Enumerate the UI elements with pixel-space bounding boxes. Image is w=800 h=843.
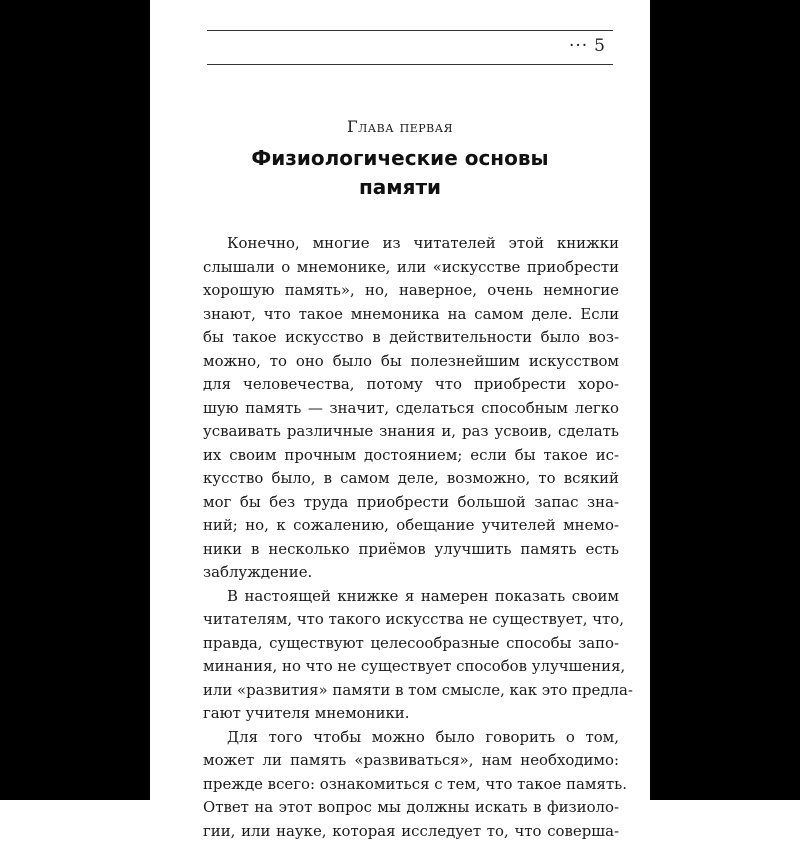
header-rule-top [207, 30, 613, 31]
text-line: хорошую память», но, наверное, очень немногие [203, 279, 619, 303]
page-number [569, 36, 605, 56]
chapter-label: Глава первая [150, 117, 650, 136]
text-line: Для того чтобы можно было говорить о том, [203, 726, 619, 750]
header-rule-bottom [207, 64, 613, 65]
text-line: для человечества, потому что приобрести хоро- [203, 373, 619, 397]
text-line: ники в несколько приёмов улучшить память есть [203, 538, 619, 562]
text-line: гают учителя мнемоники. [203, 702, 619, 726]
text-line: бы такое искусство в действительности было воз- [203, 326, 619, 350]
text-line: усваивать различные знания и, раз усвоив, сделать [203, 420, 619, 444]
text-line: прежде всего: ознакомиться с тем, что такое память. [203, 773, 619, 797]
body-text [203, 232, 619, 843]
scan-border-right [650, 0, 800, 800]
text-line: гии, или науке, которая исследует то, что соверша- [203, 820, 619, 843]
text-line: заблуждение. [203, 561, 619, 585]
text-line: правда, существуют целесообразные способы запо- [203, 632, 619, 656]
paragraph [203, 726, 619, 843]
paragraph [203, 232, 619, 585]
text-line: или «развития» памяти в том смысле, как это предла- [203, 679, 619, 703]
text-line: ний; но, к сожалению, обещание учителей мнемо- [203, 514, 619, 538]
text-line: В настоящей книжке я намерен показать своим [203, 585, 619, 609]
text-line: Ответ на этот вопрос мы должны искать в физиоло- [203, 796, 619, 820]
chapter-title-line-1: Физиологические основы [160, 144, 640, 173]
page-number-value: 5 [594, 36, 605, 56]
chapter-title-line-2: памяти [160, 173, 640, 202]
text-line: мог бы без труда приобрести большой запас зна- [203, 491, 619, 515]
text-line: можно, то оно было бы полезнейшим искусством [203, 350, 619, 374]
paragraph [203, 585, 619, 726]
text-line: слышали о мнемонике, или «искусстве приобрести [203, 256, 619, 280]
text-line: их своим прочным достоянием; если бы такое ис- [203, 444, 619, 468]
page-number-dots: ··· [569, 36, 588, 56]
text-line: шую память — значит, сделаться способным легко [203, 397, 619, 421]
text-line: кусство было, в самом деле, возможно, то всякий [203, 467, 619, 491]
text-line: знают, что такое мнемоника на самом деле. Если [203, 303, 619, 327]
text-line: Конечно, многие из читателей этой книжки [203, 232, 619, 256]
scan-border-left [0, 0, 150, 800]
text-line: читателям, что такого искусства не существует, что, [203, 608, 619, 632]
text-line: минания, но что не существует способов улучшения, [203, 655, 619, 679]
text-line: может ли память «развиваться», нам необходимо: [203, 749, 619, 773]
chapter-title [160, 144, 640, 202]
